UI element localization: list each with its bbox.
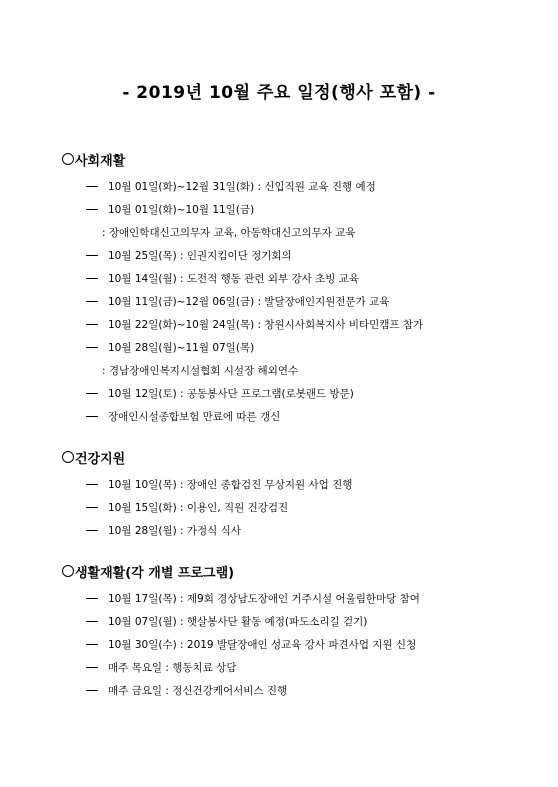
- schedule-item-text: 매주 목요일 : 행동치료 상담: [108, 662, 237, 674]
- schedule-item-text: 10월 30일(수) : 2019 발달장애인 성교육 강사 파견사업 지원 신청: [108, 639, 417, 651]
- dash-bullet-icon: [86, 209, 98, 210]
- schedule-item: [62, 610, 532, 633]
- schedule-item: [62, 198, 532, 221]
- schedule-item-text: 10월 01일(화)~12월 31일(화) : 신입직원 교육 진행 예정: [108, 181, 376, 193]
- circle-bullet-icon: [62, 451, 74, 463]
- schedule-item-text: 10월 01일(화)~10월 11일(금): [108, 204, 255, 216]
- dash-bullet-icon: [86, 667, 98, 668]
- schedule-item-continuation: [62, 359, 532, 382]
- dash-bullet-icon: [86, 186, 98, 187]
- schedule-item: [62, 473, 532, 496]
- dash-bullet-icon: [86, 621, 98, 622]
- dash-bullet-icon: [86, 255, 98, 256]
- dash-bullet-icon: [86, 690, 98, 691]
- dash-bullet-icon: [86, 324, 98, 325]
- schedule-item-text: 10월 28일(월) : 가정식 식사: [108, 525, 241, 537]
- section-heading-text: 생활재활(각 개별 프로그램): [75, 565, 235, 581]
- schedule-item-text: 10월 17일(목) : 제9회 경상남도장애인 거주시설 어울림한마당 참여: [108, 593, 420, 605]
- section-social-rehab: [62, 150, 532, 428]
- schedule-item: [62, 267, 532, 290]
- schedule-item-text: : 장애인학대신고의무자 교육, 아동학대신고의무자 교육: [102, 227, 356, 239]
- circle-bullet-icon: [62, 153, 74, 165]
- section-heading-text: 사회재활: [75, 153, 126, 169]
- page-title: - 2019년 10월 주요 일정(행사 포함) -: [122, 83, 436, 103]
- schedule-item: [62, 244, 532, 267]
- dash-bullet-icon: [86, 301, 98, 302]
- schedule-item-continuation: [62, 221, 532, 244]
- schedule-item: [62, 656, 532, 679]
- dash-bullet-icon: [86, 598, 98, 599]
- dash-bullet-icon: [86, 416, 98, 417]
- section-life-rehab: [62, 562, 532, 702]
- schedule-item: [62, 587, 532, 610]
- circle-bullet-icon: [62, 565, 74, 577]
- dash-bullet-icon: [86, 484, 98, 485]
- schedule-item-text: 10월 12일(토) : 공동봉사단 프로그램(로봇랜드 방문): [108, 388, 354, 400]
- schedule-item: [62, 633, 532, 656]
- dash-bullet-icon: [86, 507, 98, 508]
- schedule-item: [62, 313, 532, 336]
- section-heading: [62, 562, 532, 580]
- section-heading: [62, 150, 532, 168]
- schedule-item: [62, 519, 532, 542]
- schedule-item: [62, 496, 532, 519]
- schedule-item: [62, 679, 532, 702]
- dash-bullet-icon: [86, 530, 98, 531]
- schedule-item-text: 10월 11일(금)~12월 06일(금) : 발달장애인지원전문가 교육: [108, 296, 390, 308]
- section-heading-text: 건강지원: [75, 451, 126, 467]
- section-health-support: [62, 448, 532, 542]
- schedule-item-text: 10월 25일(목) : 인권지킴이단 정기회의: [108, 250, 292, 262]
- dash-bullet-icon: [86, 347, 98, 348]
- schedule-item-text: 10월 07일(월) : 햇살봉사단 활동 예정(파도소리길 걷기): [108, 616, 368, 628]
- schedule-item: [62, 336, 532, 359]
- schedule-item: [62, 382, 532, 405]
- schedule-item-text: 장애인시설종합보험 만료에 따른 갱신: [108, 411, 281, 423]
- dash-bullet-icon: [86, 644, 98, 645]
- schedule-item-text: 10월 22일(화)~10월 24일(목) : 창원시사회복지사 비타민캠프 참가: [108, 319, 424, 331]
- schedule-item-text: 매주 금요일 : 정신건강케어서비스 진행: [108, 685, 288, 697]
- schedule-item-text: 10월 15일(화) : 이용인, 직원 건강검진: [108, 502, 289, 514]
- section-heading: [62, 448, 532, 466]
- schedule-item-text: 10월 10일(목) : 장애인 종합검진 무상지원 사업 진행: [108, 479, 353, 491]
- schedule-item: [62, 175, 532, 198]
- schedule-item: [62, 290, 532, 313]
- dash-bullet-icon: [86, 278, 98, 279]
- schedule-item-text: : 경남장애인복지시설협회 시설장 해외연수: [102, 365, 299, 377]
- schedule-item: [62, 405, 532, 428]
- schedule-item-text: 10월 14일(월) : 도전적 행동 관련 외부 강사 초빙 교육: [108, 273, 360, 285]
- dash-bullet-icon: [86, 393, 98, 394]
- schedule-item-text: 10월 28일(월)~11월 07일(목): [108, 342, 255, 354]
